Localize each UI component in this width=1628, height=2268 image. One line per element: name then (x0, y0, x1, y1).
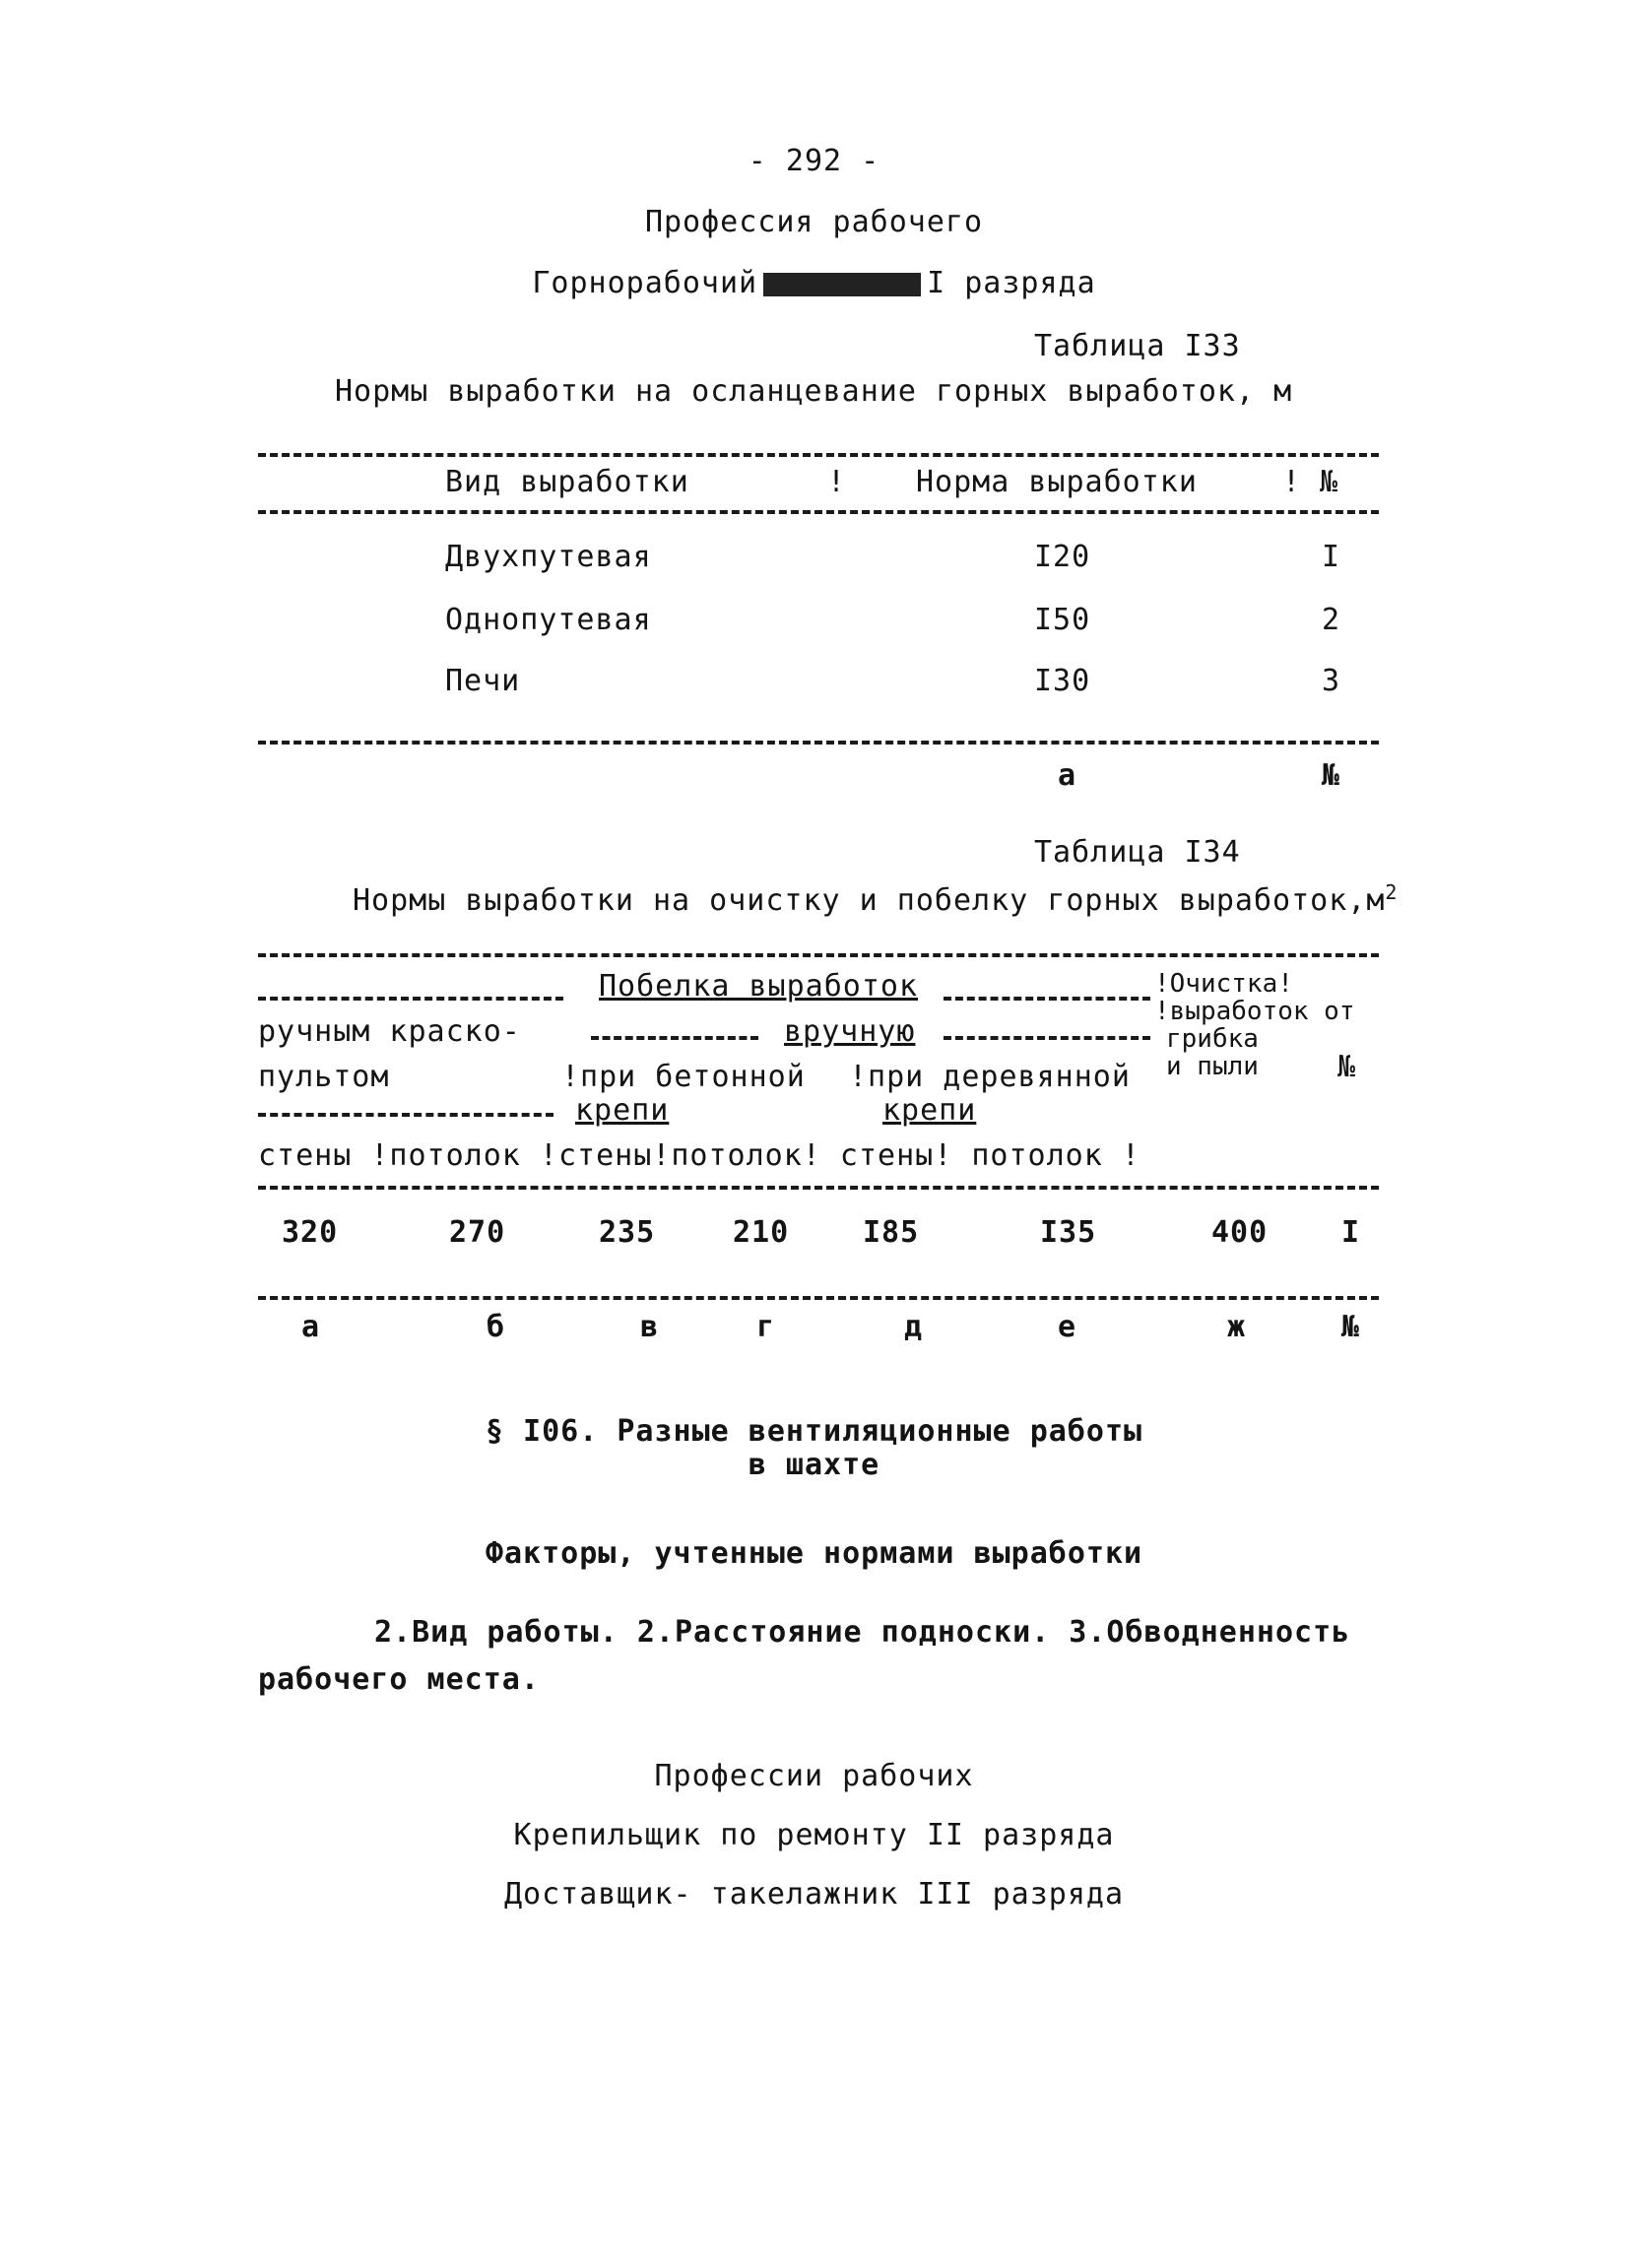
table-rule (258, 953, 1379, 957)
table-rule (258, 510, 1379, 514)
professions-heading: Профессии рабочих (654, 1759, 974, 1793)
table-cell-value: I85 (863, 1215, 920, 1250)
header-ochistka: !Очистка! (1154, 969, 1293, 999)
profession-grade: I разряда (927, 266, 1096, 300)
column-separator: ! (827, 465, 847, 499)
table-133-col-type: Вид выработки (445, 465, 689, 499)
header-kraskopult: пультом (258, 1060, 390, 1094)
header-ochistka: грибка (1166, 1024, 1259, 1054)
table-cell-value: I (1341, 1215, 1361, 1250)
table-row-no: I (1322, 540, 1341, 574)
header-krepi: крепи (575, 1093, 670, 1128)
table-cell-value: 400 (1211, 1215, 1269, 1250)
redaction-mark (763, 273, 921, 296)
column-letter: е (1058, 1310, 1077, 1344)
table-cell-value: 210 (733, 1215, 790, 1250)
section-title: § I06. Разные вентиляционные работы (485, 1414, 1143, 1449)
profession-name: Горнорабочий (532, 266, 758, 300)
column-separator: ! (1282, 465, 1302, 499)
header-beton: !при бетонной (561, 1060, 806, 1094)
column-letter: а (301, 1310, 321, 1344)
section-title: в шахте (748, 1448, 880, 1482)
column-letter: г (756, 1310, 776, 1344)
factors-heading: Факторы, учтенные нормами выработки (485, 1536, 1143, 1571)
header-pobelka: Побелка выработок (599, 969, 919, 1004)
table-row-type: Печи (445, 664, 521, 698)
table-133-col-norm: Норма выработки (916, 465, 1198, 499)
table-rule (944, 997, 1150, 1001)
table-row-norm: I30 (1034, 664, 1091, 698)
table-row-norm: I20 (1034, 540, 1091, 574)
table-cell-value: I35 (1040, 1215, 1097, 1250)
table-133-footer-col: а (1058, 758, 1077, 793)
table-row-no: 3 (1322, 664, 1341, 698)
table-rule (944, 1036, 1150, 1040)
table-134-title (353, 880, 1398, 918)
table-133-footer-no: № (1322, 758, 1341, 793)
table-cell-value: 235 (599, 1215, 656, 1250)
table-cell-value: 270 (449, 1215, 506, 1250)
column-letter: № (1341, 1310, 1361, 1344)
profession-item: Доставщик- такелажник III разряда (503, 1877, 1125, 1912)
table-134-col-no: № (1337, 1050, 1357, 1084)
table-134-label: Таблица I34 (1034, 835, 1241, 870)
header-walls-ceiling: стены !потолок !стены!потолок! стены! потолок ! (258, 1138, 1140, 1173)
profession-heading: Профессия рабочего (644, 205, 984, 239)
factors-text: рабочего места. (258, 1662, 540, 1697)
header-ochistka: !выработок от (1154, 997, 1355, 1026)
table-133-col-no: № (1320, 465, 1339, 499)
header-krepi: крепи (882, 1093, 977, 1128)
table-rule (258, 1186, 1379, 1190)
table-133-label: Таблица I33 (1034, 329, 1241, 363)
header-vruchnuyu: вручную (784, 1014, 916, 1049)
page-number: - 292 - (748, 144, 880, 178)
factors-text: 2.Вид работы. 2.Расстояние подноски. 3.Обводненность (374, 1615, 1351, 1650)
column-letter: в (640, 1310, 660, 1344)
header-kraskopult: ручным краско- (258, 1014, 521, 1049)
column-letter: б (487, 1310, 506, 1344)
header-ochistka: и пыли (1166, 1052, 1259, 1081)
table-rule (258, 1296, 1379, 1300)
profession-item: Крепильщик по ремонту II разряда (513, 1818, 1115, 1852)
column-letter: ж (1227, 1310, 1247, 1344)
table-134-title-text: Нормы выработки на очистку и побелку горных выработок,м (353, 883, 1386, 918)
table-rule (258, 997, 563, 1001)
table-row-type: Двухпутевая (445, 540, 652, 574)
table-133-title: Нормы выработки на осланцевание горных выработок, м (335, 374, 1293, 409)
table-rule (258, 1113, 554, 1117)
profession-line (0, 266, 1628, 300)
table-row-no: 2 (1322, 603, 1341, 637)
table-rule (258, 741, 1379, 745)
table-134-title-sup: 2 (1385, 880, 1399, 904)
table-row-norm: I50 (1034, 603, 1091, 637)
table-rule (591, 1036, 758, 1040)
header-derev: !при деревянной (849, 1060, 1131, 1094)
column-letter: д (904, 1310, 924, 1344)
table-cell-value: 320 (282, 1215, 339, 1250)
table-row-type: Однопутевая (445, 603, 652, 637)
table-rule (258, 453, 1379, 457)
